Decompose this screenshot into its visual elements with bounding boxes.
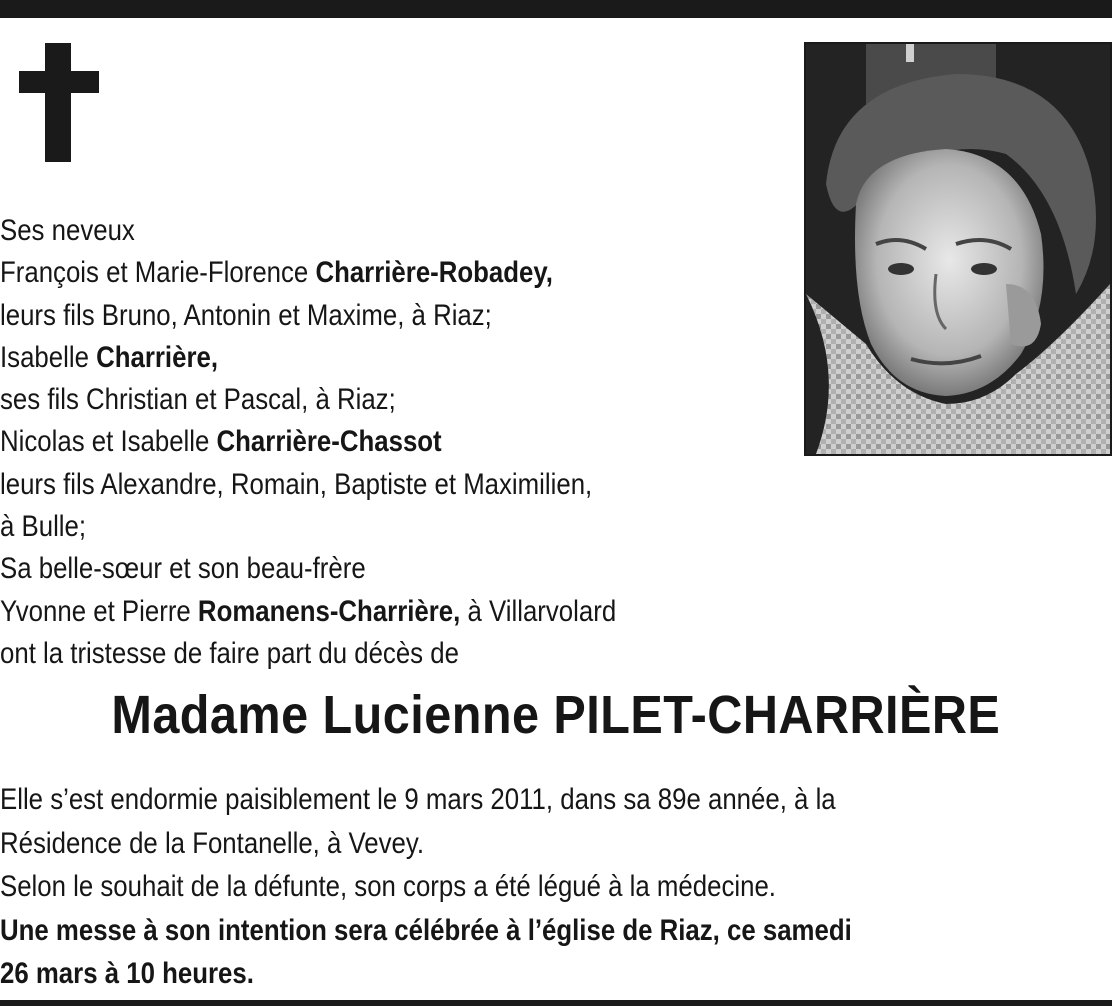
death-details <box>0 778 1109 996</box>
family-surname: Charrière, <box>96 340 219 374</box>
family-announcement <box>0 210 688 675</box>
family-line: Sa belle-sœur et son beau-frère <box>0 552 366 586</box>
top-rule <box>0 0 1112 18</box>
details-line: Selon le souhait de la défunte, son corps a été légué à la médecine. <box>0 870 776 903</box>
mass-announcement: Une messe à son intention sera célébrée à l’église de Riaz, ce samedi <box>0 913 852 947</box>
family-line: François et Marie-Florence Charrière-Robadey, <box>0 256 553 290</box>
family-line: ses fils Christian et Pascal, à Riaz; <box>0 383 396 417</box>
mass-announcement: 26 mars à 10 heures. <box>0 957 254 990</box>
family-line: Ses neveux <box>0 214 135 247</box>
family-surname: Charrière-Robadey, <box>315 256 553 290</box>
bottom-rule <box>0 1000 1112 1006</box>
family-line: Yvonne et Pierre Romanens-Charrière, à Villarvolard <box>0 594 617 628</box>
portrait-photo <box>804 42 1112 456</box>
family-line: Isabelle Charrière, <box>0 340 219 374</box>
family-surname: Romanens-Charrière, <box>197 594 461 628</box>
family-line: leurs fils Alexandre, Romain, Baptiste et Maximilien, <box>0 467 593 501</box>
details-line: Résidence de la Fontanelle, à Vevey. <box>0 826 425 860</box>
family-line: Nicolas et Isabelle Charrière-Chassot <box>0 425 442 459</box>
family-surname: Charrière-Chassot <box>216 425 442 459</box>
deceased-name: Madame Lucienne PILET-CHARRIÈRE <box>111 685 1001 745</box>
family-line: à Bulle; <box>0 510 87 544</box>
details-line: Elle s’est endormie paisiblement le 9 mars 2011, dans sa 89e année, à la <box>0 783 836 816</box>
family-line: leurs fils Bruno, Antonin et Maxime, à Riaz; <box>0 298 492 332</box>
family-line: ont la tristesse de faire part du décès de <box>0 636 459 670</box>
